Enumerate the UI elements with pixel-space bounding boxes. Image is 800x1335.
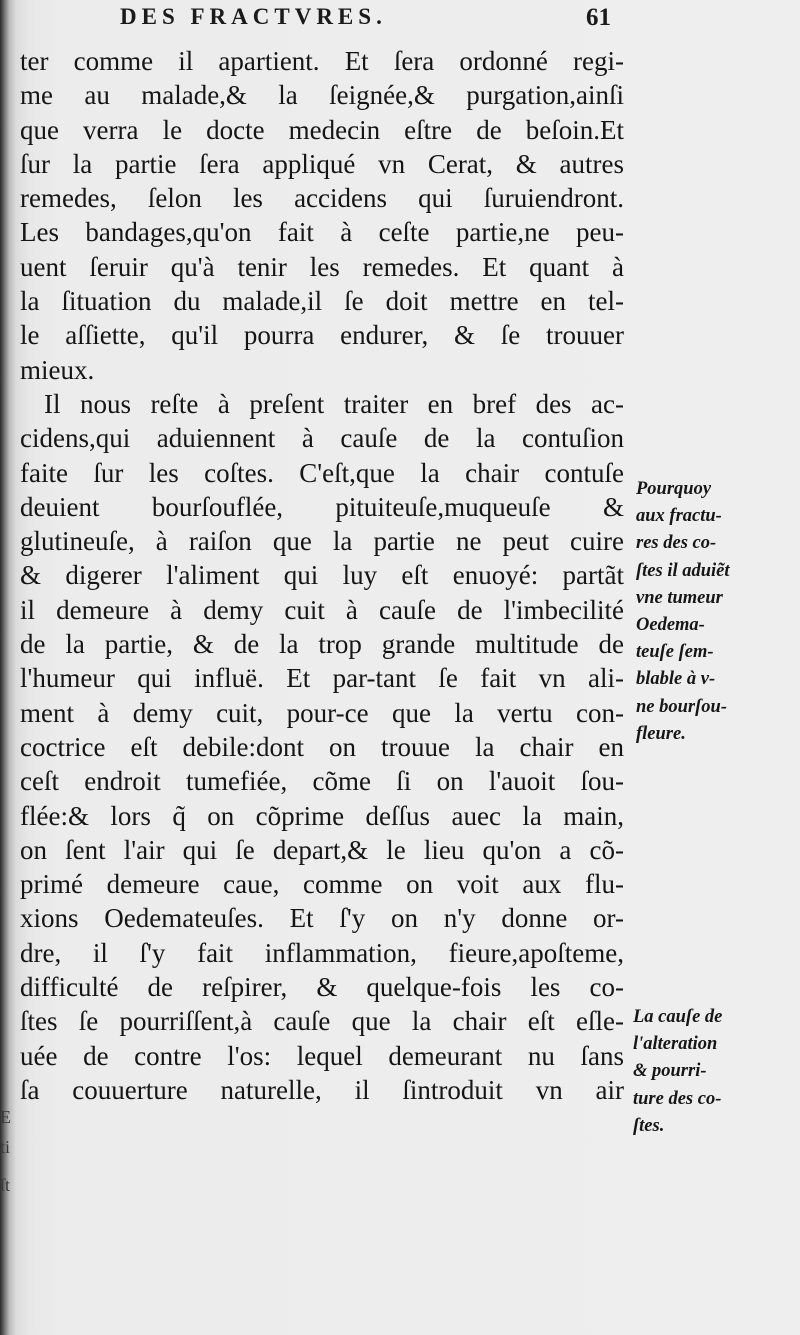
margin-note-line: & pourri- xyxy=(633,1061,707,1082)
running-head: DES FRACTVRES. xyxy=(120,4,387,29)
text-line: & digerer l'aliment qui luy eſt enuoyé: partãt xyxy=(20,560,624,591)
paragraph-start-line: Il nous reſte à preſent traiter en bref des ac- xyxy=(44,388,624,419)
text-line: Les bandages,qu'on fait à ceſte partie,ne peu- xyxy=(20,217,624,248)
text-line: cidens,qui aduiennent à cauſe de la contuſion xyxy=(20,423,624,454)
text-line: la ſituation du malade,il ſe doit mettre en tel- xyxy=(20,286,624,317)
text-line: l'humeur qui influë. Et par-tant ſe fait vn ali- xyxy=(20,663,624,694)
margin-note-line: ſtes. xyxy=(633,1115,665,1136)
text-line: de la partie, & de la trop grande multitude de xyxy=(20,629,624,660)
text-line: que verra le docte medecin eſtre de beſoin.Et xyxy=(20,114,624,145)
text-line: remedes, ſelon les accidens qui ſuruiendront. xyxy=(20,183,624,214)
margin-note-line: ture des co- xyxy=(633,1088,722,1109)
page-header xyxy=(0,4,800,42)
text-line: xions Oedemateuſes. Et ſ'y on n'y donne or- xyxy=(20,903,624,934)
margin-note-line: Pourquoy xyxy=(636,479,712,499)
text-line: flée:& lors q̃ on cõprime deſſus auec la main, xyxy=(20,800,624,831)
page-number: 61 xyxy=(586,4,611,31)
text-line: ceſt endroit tumefiée, cõme ſi on l'auoit ſou- xyxy=(20,766,624,797)
gutter-fragment: E xyxy=(0,1107,11,1127)
text-line: primé demeure caue, comme on voit aux flu- xyxy=(20,869,624,900)
margin-note-line: blable à v- xyxy=(636,669,716,690)
margin-note-line: ne bourſou- xyxy=(636,696,727,717)
margin-note-line: l'alteration xyxy=(633,1034,718,1055)
gutter-fragment: ſt xyxy=(0,1175,11,1195)
text-line: ſur la partie ſera appliqué vn Cerat, & autres xyxy=(20,148,624,179)
margin-note xyxy=(633,1004,783,1140)
text-line: mieux. xyxy=(20,354,95,385)
text-line: on ſent l'air qui ſe depart,& le lieu qu'on a cõ- xyxy=(20,834,624,865)
text-line: deuient bourſouflée, pituiteuſe,muqueuſe & xyxy=(20,491,624,522)
text-line: ter comme il apartient. Et ſera ordonné regi- xyxy=(20,46,624,76)
text-line: il demeure à demy cuit à cauſe de l'imbecilité xyxy=(20,594,624,625)
text-line: glutineuſe, à raiſon que la partie ne peut cuire xyxy=(20,526,624,557)
text-line: me au malade,& la ſeignée,& purgation,ainſi xyxy=(20,80,624,111)
margin-note-line: vne tumeur xyxy=(636,587,723,608)
margin-note-line: ſtes il aduiẽt xyxy=(636,560,730,581)
text-line: dre, il ſ'y fait inflammation, fieure,apoſteme, xyxy=(20,937,624,968)
margin-note-line: teuſe ſem- xyxy=(636,642,714,663)
margin-note xyxy=(636,476,786,748)
margin-note-line: La cauſe de xyxy=(633,1007,723,1027)
text-line: difficulté de reſpirer, & quelque-fois les co- xyxy=(20,972,624,1003)
margin-note-line: res des co- xyxy=(636,533,717,554)
margin-note-line: aux fractu- xyxy=(636,506,722,527)
margin-note-line: Oedema- xyxy=(636,615,705,636)
main-text-block xyxy=(20,44,624,1107)
text-line: ſa couuerture naturelle, il ſintroduit vn air xyxy=(20,1074,624,1105)
text-line: coctrice eſt debile:dont on trouue la chair en xyxy=(20,731,624,762)
text-line: uée de contre l'os: lequel demeurant nu ſans xyxy=(20,1040,624,1071)
text-line: le aſſiette, qu'il pourra endurer, & ſe trouuer xyxy=(20,320,624,351)
gutter-fragment: ti xyxy=(0,1137,11,1157)
text-line: uent ſeruir qu'à tenir les remedes. Et quant à xyxy=(20,251,624,282)
text-line: faite ſur les coſtes. C'eſt,que la chair contuſe xyxy=(20,457,624,488)
text-line: ment à demy cuit, pour-ce que la vertu con- xyxy=(20,697,624,728)
text-line: ſtes ſe pourriſſent,à cauſe que la chair eſt eſle- xyxy=(20,1006,624,1037)
margin-note-line: fleure. xyxy=(636,723,686,744)
